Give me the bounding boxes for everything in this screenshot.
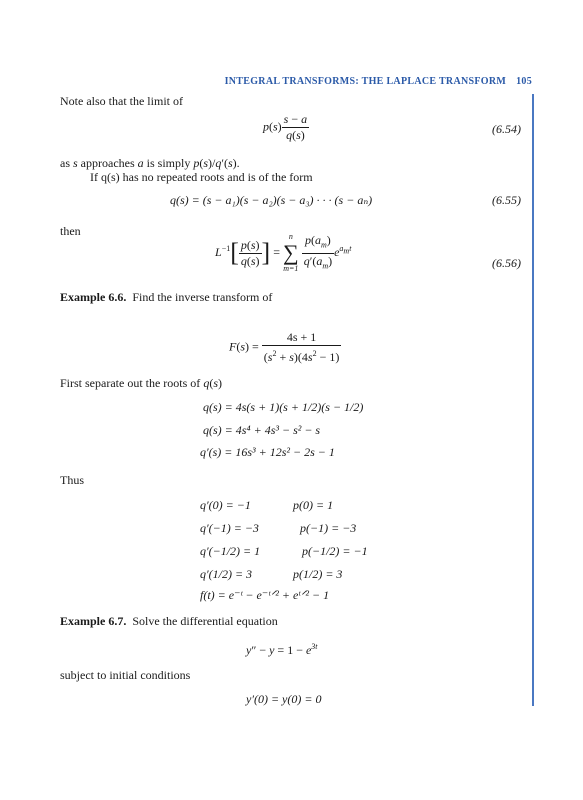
qprime-at-neg1: q′(−1) = −3 <box>200 521 259 535</box>
equation-qs-factored: q(s) = 4s(s + 1)(s + 1/2)(s − 1/2) <box>203 400 364 414</box>
equation-6-54: p(s) $\frac{s - a}{q(s)}$ <box>263 112 308 142</box>
paragraph-limit: Note also that the limit of <box>60 94 183 108</box>
equation-6-55: q(s) = (s − a₁)(s − a₂)(s − a₃) · · · (s − aₙ) <box>170 193 373 207</box>
qprime-at-0: q′(0) = −1 <box>200 498 251 512</box>
paragraph-then: then <box>60 224 81 238</box>
paragraph-thus: Thus <box>60 473 84 487</box>
initial-conditions: y′(0) = y(0) = 0 <box>246 692 322 706</box>
differential-equation: $y'' - y = 1 - e^{3t}$ <box>246 642 318 657</box>
p-at-neg-half: p(−1/2) = −1 <box>302 544 368 558</box>
equation-number-6-56: (6.56) <box>492 256 521 270</box>
equation-qprime: q′(s) = 16s³ + 12s² − 2s − 1 <box>200 445 335 459</box>
qprime-at-half: q′(1/2) = 3 <box>200 567 253 581</box>
equation-number-6-55: (6.55) <box>492 193 521 207</box>
page-number: 105 <box>516 76 532 87</box>
example-6-6-label: Example 6.6. <box>60 290 127 304</box>
p-at-neg1: p(−1) = −3 <box>300 521 357 535</box>
header-title: INTEGRAL TRANSFORMS: THE LAPLACE TRANSFORM <box>224 76 507 87</box>
example-6-7: Example 6.7. Solve the differential equation <box>60 614 278 628</box>
example-6-6: Example 6.6. Find the inverse transform of <box>60 290 273 304</box>
paragraph-initial-conditions: subject to initial conditions <box>60 668 191 682</box>
paragraph-separate-roots: First separate out the roots of q(s) <box>60 376 222 390</box>
paragraph-no-repeated-roots: If q(s) has no repeated roots and is of the form <box>90 170 313 184</box>
solution-ft: f(t) = e⁻ᵗ − e⁻ᵗᐟ² + eᵗᐟ² − 1 <box>200 588 330 602</box>
qprime-at-neg-half: q′(−1/2) = 1 <box>200 544 261 558</box>
margin-rule <box>532 94 534 706</box>
equation-qs-expanded: q(s) = 4s⁴ + 4s³ − s² − s <box>203 423 321 437</box>
running-header <box>0 76 532 87</box>
p-at-half: p(1/2) = 3 <box>293 567 343 581</box>
p-at-0: p(0) = 1 <box>293 498 334 512</box>
equation-Fs: F(s) = $\frac{4s + 1}{(s^2 + s)(4s^2 - 1)}$ <box>229 330 340 364</box>
equation-number-6-54: (6.54) <box>492 122 521 136</box>
paragraph-approaches: as s approaches a is simply p(s)/q′(s). <box>60 156 240 170</box>
equation-6-56: $L^{-1}$[ $\frac{p(s)}{q(s)}$ ] = n ∑ m=1 $\frac{p(a_m)}{q'(a_m)}$ $e^{a_mt}$ <box>215 232 352 273</box>
example-6-7-label: Example 6.7. <box>60 614 127 628</box>
